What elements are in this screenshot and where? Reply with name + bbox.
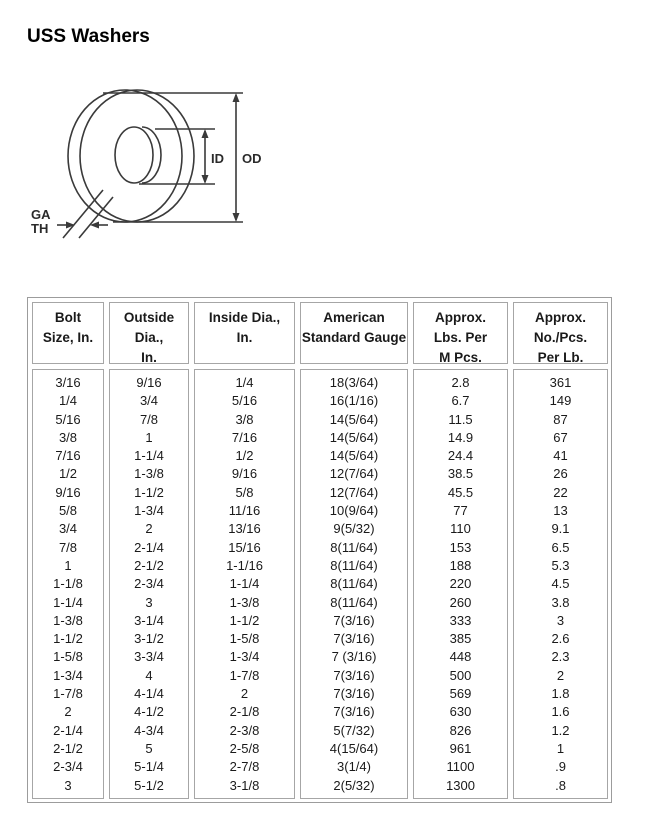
table-cell: 24.4 bbox=[447, 448, 474, 464]
table-cell: 5.3 bbox=[551, 557, 570, 573]
column-header-line: M Pcs. bbox=[439, 350, 482, 365]
washer-diagram-drawing bbox=[15, 85, 275, 247]
table-cell: 1/2 bbox=[58, 466, 78, 482]
table-cell: 5/8 bbox=[58, 503, 78, 519]
column-values-pcs-per-lb bbox=[513, 369, 608, 799]
table-cell: 9(5/32) bbox=[333, 521, 375, 537]
table-cell: .8 bbox=[555, 777, 566, 793]
table-cell: 1-3/4 bbox=[53, 667, 83, 683]
table-cell: 5(7/32) bbox=[333, 722, 375, 738]
table-cell: 110 bbox=[450, 521, 471, 537]
table-cell: 2-1/8 bbox=[229, 704, 260, 720]
thickness-arrow-right-icon bbox=[66, 222, 75, 229]
table-cell: 7(3/16) bbox=[333, 612, 375, 628]
table-cell: 7/8 bbox=[58, 539, 78, 555]
table-cell: 1-3/4 bbox=[134, 503, 164, 519]
table-cell: 3 bbox=[145, 594, 153, 610]
table-cell: 14.9 bbox=[447, 429, 474, 445]
table-cell: 45.5 bbox=[447, 484, 474, 500]
table-cell: 1-7/8 bbox=[53, 686, 83, 702]
table-cell: 2-1/4 bbox=[53, 722, 83, 738]
table-cell: 1-5/8 bbox=[53, 649, 83, 665]
id-arrow-down-icon bbox=[202, 175, 209, 184]
table-cell: 8(11/64) bbox=[330, 594, 378, 610]
ga-dimension-label: GA bbox=[31, 207, 51, 222]
table-cell: 7(3/16) bbox=[333, 667, 375, 683]
table-cell: 2 bbox=[556, 667, 565, 683]
table-cell: 8(11/64) bbox=[330, 557, 378, 573]
table-cell: 4-3/4 bbox=[134, 722, 164, 738]
table-cell: 2-3/4 bbox=[134, 576, 164, 592]
table-cell: 1-3/4 bbox=[229, 649, 260, 665]
table-cell: 3/4 bbox=[139, 393, 159, 409]
table-cell: 7(3/16) bbox=[333, 686, 375, 702]
table-cell: 7/8 bbox=[139, 411, 159, 427]
table-cell: 2-3/4 bbox=[53, 759, 83, 775]
od-arrow-down-icon bbox=[233, 213, 240, 222]
table-cell: 4-1/4 bbox=[134, 686, 164, 702]
table-cell: 220 bbox=[449, 576, 472, 592]
table-cell: 1 bbox=[145, 429, 153, 445]
table-cell: 1-5/8 bbox=[229, 631, 260, 647]
od-dimension-label: OD bbox=[242, 151, 262, 166]
column-header-line: Outside bbox=[123, 310, 175, 325]
table-cell: 153 bbox=[449, 539, 472, 555]
table-cell: 188 bbox=[449, 557, 472, 573]
table-cell: 15/16 bbox=[228, 539, 261, 555]
table-cell: 1-1/4 bbox=[229, 576, 260, 592]
table-cell: 8(11/64) bbox=[330, 576, 378, 592]
table-cell: 11.5 bbox=[448, 411, 473, 427]
table-cell: 4-1/2 bbox=[134, 704, 164, 720]
table-cell: 5/16 bbox=[55, 411, 81, 427]
table-cell: 500 bbox=[449, 667, 472, 683]
column-header-bolt-size bbox=[32, 302, 104, 364]
column-header-line: Per Lb. bbox=[537, 350, 584, 365]
table-cell: 13 bbox=[553, 503, 568, 519]
table-cell: 2-5/8 bbox=[229, 740, 260, 756]
table-cell: 38.5 bbox=[447, 466, 474, 482]
column-header-inside-dia bbox=[194, 302, 295, 364]
table-cell: 3-1/8 bbox=[229, 777, 260, 793]
table-cell: 2.8 bbox=[451, 375, 470, 390]
table-cell: 961 bbox=[449, 740, 472, 756]
table-cell: 1.2 bbox=[551, 722, 570, 738]
column-header-line: Bolt bbox=[54, 310, 82, 325]
washer-outer-front-ellipse bbox=[80, 90, 194, 222]
table-cell: 3-3/4 bbox=[134, 649, 164, 665]
table-cell: 1300 bbox=[446, 777, 475, 793]
table-cell: 12(7/64) bbox=[329, 484, 379, 500]
table-cell: 3/16 bbox=[55, 375, 81, 390]
table-cell: 1100 bbox=[446, 759, 475, 775]
table-cell: 2-1/2 bbox=[53, 740, 83, 756]
column-header-line: Inside Dia., bbox=[208, 310, 281, 325]
id-arrow-up-icon bbox=[202, 129, 209, 138]
table-cell: 22 bbox=[553, 484, 568, 500]
table-cell: 10(9/64) bbox=[329, 503, 379, 519]
table-cell: 2-1/4 bbox=[134, 539, 164, 555]
table-cell: 14(5/64) bbox=[329, 448, 379, 464]
table-cell: 3.8 bbox=[551, 594, 570, 610]
table-cell: 3-1/4 bbox=[134, 612, 164, 628]
table-cell: 1-1/4 bbox=[134, 448, 164, 464]
table-cell: .9 bbox=[555, 759, 566, 775]
table-cell: 1-3/8 bbox=[53, 612, 83, 628]
table-cell: 1 bbox=[64, 557, 72, 573]
table-cell: 1-7/8 bbox=[229, 667, 260, 683]
table-cell: 3 bbox=[556, 612, 565, 628]
table-cell: 14(5/64) bbox=[329, 411, 379, 427]
table-cell: 7/16 bbox=[55, 448, 81, 464]
table-cell: 826 bbox=[449, 722, 472, 738]
page-title: USS Washers bbox=[27, 26, 150, 47]
table-cell: 3-1/2 bbox=[134, 631, 164, 647]
table-cell: 77 bbox=[453, 503, 468, 519]
table-cell: 2.3 bbox=[551, 649, 570, 665]
table-cell: 149 bbox=[549, 393, 572, 409]
table-cell: 1/4 bbox=[235, 375, 254, 390]
table-cell: 1.6 bbox=[551, 704, 570, 720]
table-cell: 3/4 bbox=[58, 521, 78, 537]
column-header-line: Size, In. bbox=[42, 330, 94, 345]
table-cell: 2-1/2 bbox=[134, 557, 164, 573]
table-cell: 7(3/16) bbox=[333, 704, 375, 720]
table-cell: 26 bbox=[553, 466, 568, 482]
table-cell: 9.1 bbox=[551, 521, 570, 537]
table-cell: 569 bbox=[449, 686, 472, 702]
table-cell: 18(3/64) bbox=[329, 375, 379, 390]
washer-outer-back-ellipse bbox=[68, 90, 182, 222]
column-values-outside-dia bbox=[109, 369, 189, 799]
table-cell: 9/16 bbox=[136, 375, 162, 390]
table-cell: 8(11/64) bbox=[330, 539, 378, 555]
washer-diagram bbox=[15, 85, 275, 247]
table-cell: 12(7/64) bbox=[329, 466, 379, 482]
column-header-line: Lbs. Per bbox=[433, 330, 488, 345]
table-cell: 361 bbox=[549, 375, 572, 390]
washer-hole-front-arc bbox=[142, 127, 161, 183]
table-cell: 1 bbox=[556, 740, 565, 756]
table-cell: 385 bbox=[449, 631, 472, 647]
table-cell: 1-1/2 bbox=[134, 484, 164, 500]
table-cell: 16(1/16) bbox=[329, 393, 379, 409]
table-cell: 13/16 bbox=[228, 521, 261, 537]
table-cell: 1-1/8 bbox=[53, 576, 83, 592]
table-cell: 7/16 bbox=[231, 429, 258, 445]
table-cell: 1-1/16 bbox=[226, 557, 263, 573]
table-cell: 4 bbox=[145, 667, 153, 683]
table-cell: 1/4 bbox=[58, 393, 78, 409]
table-cell: 5/8 bbox=[235, 484, 254, 500]
table-cell: 67 bbox=[553, 429, 568, 445]
table-cell: 4(15/64) bbox=[329, 740, 379, 756]
table-cell: 1-1/2 bbox=[53, 631, 83, 647]
th-dimension-label: TH bbox=[31, 221, 49, 236]
table-cell: 2 bbox=[240, 686, 249, 702]
table-cell: 3(1/4) bbox=[337, 759, 371, 775]
column-header-line: In. bbox=[236, 330, 253, 345]
table-cell: 3/8 bbox=[58, 429, 78, 445]
table-cell: 9/16 bbox=[55, 484, 81, 500]
table-cell: 87 bbox=[553, 411, 568, 427]
column-header-outside-dia bbox=[109, 302, 189, 364]
column-header-pcs-per-lb bbox=[513, 302, 608, 364]
table-cell: 2-7/8 bbox=[229, 759, 260, 775]
column-header-line: American bbox=[323, 310, 385, 325]
column-header-line: Dia., bbox=[134, 330, 164, 345]
table-cell: 1-1/4 bbox=[53, 594, 83, 610]
table-cell: 4.5 bbox=[551, 576, 570, 592]
column-values-lbs-per-m-pcs bbox=[413, 369, 508, 799]
column-header-line: In. bbox=[141, 350, 157, 365]
column-values-bolt-size bbox=[32, 369, 104, 799]
column-values-standard-gauge bbox=[300, 369, 408, 799]
table-cell: 9/16 bbox=[231, 466, 258, 482]
table-cell: 5-1/4 bbox=[134, 759, 164, 775]
column-header-line: Approx. bbox=[534, 310, 586, 325]
id-dimension-label: ID bbox=[211, 151, 224, 166]
table-cell: 3/8 bbox=[235, 411, 254, 427]
table-cell: 7 (3/16) bbox=[331, 649, 377, 665]
table-cell: 2.6 bbox=[551, 631, 570, 647]
table-cell: 7(3/16) bbox=[333, 631, 375, 647]
table-cell: 2(5/32) bbox=[333, 777, 375, 793]
table-cell: 333 bbox=[449, 612, 472, 628]
table-cell: 1-3/8 bbox=[229, 594, 260, 610]
washers-spec-table bbox=[27, 297, 612, 803]
column-header-line: Approx. bbox=[434, 310, 486, 325]
table-cell: 1.8 bbox=[551, 686, 570, 702]
table-cell: 3 bbox=[64, 777, 72, 793]
od-arrow-up-icon bbox=[233, 93, 240, 102]
table-cell: 1-1/2 bbox=[229, 612, 260, 628]
column-values-inside-dia bbox=[194, 369, 295, 799]
table-cell: 14(5/64) bbox=[329, 429, 379, 445]
column-header-line: No./Pcs. bbox=[533, 330, 588, 345]
table-cell: 6.7 bbox=[451, 393, 470, 409]
table-cell: 6.5 bbox=[551, 539, 570, 555]
table-cell: 5/16 bbox=[231, 393, 258, 409]
table-cell: 630 bbox=[449, 704, 472, 720]
table-cell: 5-1/2 bbox=[134, 777, 164, 793]
washer-hole-back-ellipse bbox=[115, 127, 153, 183]
column-header-standard-gauge bbox=[300, 302, 408, 364]
table-cell: 1/2 bbox=[235, 448, 254, 464]
table-cell: 2-3/8 bbox=[229, 722, 260, 738]
table-cell: 5 bbox=[145, 740, 153, 756]
column-header-line: Standard Gauge bbox=[301, 330, 407, 345]
table-cell: 1-3/8 bbox=[134, 466, 164, 482]
table-cell: 41 bbox=[553, 448, 568, 464]
column-header-lbs-per-m-pcs bbox=[413, 302, 508, 364]
table-cell: 448 bbox=[449, 649, 472, 665]
table-cell: 260 bbox=[449, 594, 472, 610]
table-cell: 2 bbox=[145, 521, 153, 537]
table-cell: 11/16 bbox=[228, 503, 261, 519]
table-cell: 2 bbox=[64, 704, 72, 720]
